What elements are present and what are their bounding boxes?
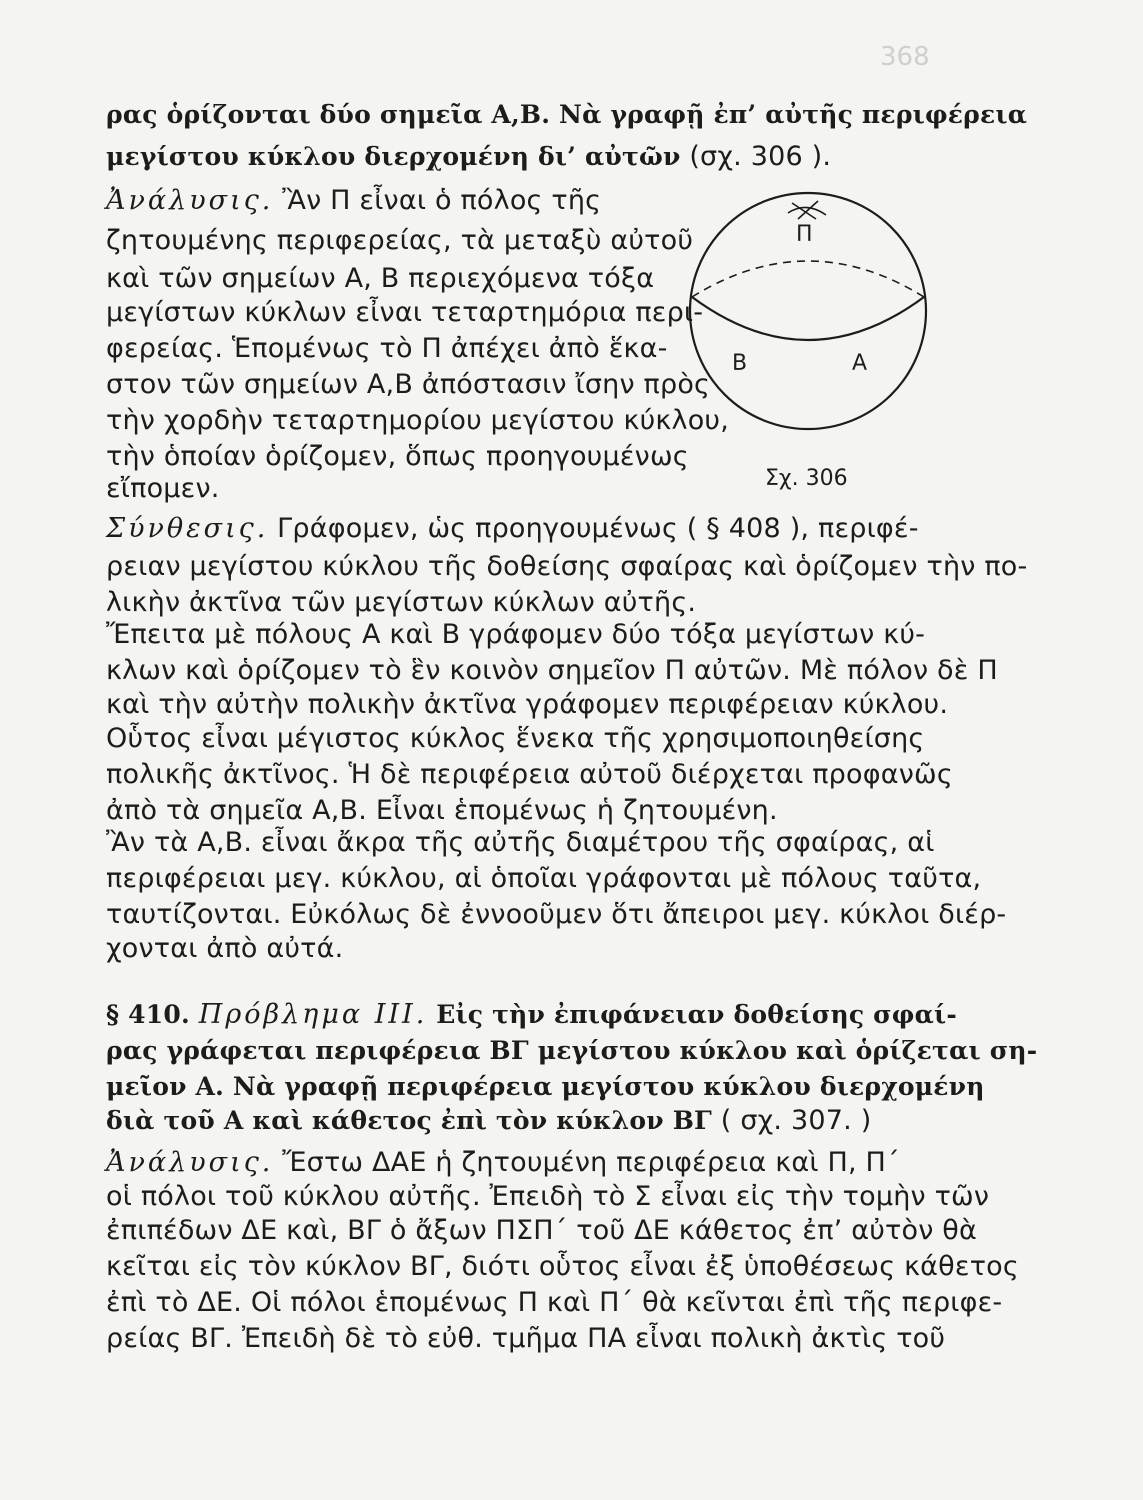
text-span: περιφέρειαι μεγ. κύκλου, αἱ ὁποῖαι γράφονται μὲ πόλους ταῦτα, <box>106 863 982 894</box>
figure-caption: Σχ. 306 <box>765 466 848 491</box>
text-line <box>106 1250 1019 1284</box>
text-span: Οὗτος εἶναι μέγιστος κύκλος ἕνεκα τῆς χρησιμοποιηθείσης <box>106 723 925 754</box>
text-line <box>106 758 953 792</box>
text-line <box>106 722 924 756</box>
text-line <box>106 1322 945 1356</box>
text-line <box>106 1214 977 1248</box>
text-line <box>106 404 729 438</box>
text-line <box>106 898 1006 932</box>
text-span: μεγίστου κύκλου διερχομένη δι’ αὐτῶν <box>106 142 681 171</box>
text-span: χονται ἀπὸ αὐτά. <box>106 933 344 964</box>
text-span: ταυτίζονται. Εὐκόλως δὲ ἐννοοῦμεν ὅτι ἄπειροι μεγ. κύκλοι διέρ- <box>106 899 1007 930</box>
text-line <box>106 1104 871 1138</box>
text-span: διὰ τοῦ Α καὶ κάθετος ἐπὶ τὸν κύκλον ΒΓ <box>106 1106 713 1135</box>
text-span: ρειαν μεγίστου κύκλου τῆς δοθείσης σφαίρας καὶ ὁρίζομεν τὴν πο- <box>106 551 1028 582</box>
text-span: Σύνθεσις. <box>106 513 269 544</box>
text-span: καὶ τὴν αὐτὴν πολικὴν ἀκτῖνα γράφομεν περιφέρειαν κύκλου. <box>106 689 949 720</box>
text-span: τὴν χορδὴν τεταρτημορίου μεγίστου κύκλου, <box>106 405 730 436</box>
text-line <box>106 296 703 330</box>
text-span: Ἂν τὰ Α,Β. εἶναι ἄκρα τῆς αὐτῆς διαμέτρου τῆς σφαίρας, αἱ <box>106 827 935 858</box>
text-line <box>106 440 689 474</box>
text-span: ἐπιπέδων ΔΕ καὶ, ΒΓ ὁ ἄξων ΠΣΠ΄ τοῦ ΔΕ κάθετος ἐπ’ αὐτὸν θὰ <box>106 1215 977 1246</box>
text-line <box>106 998 957 1032</box>
text-line <box>106 472 220 506</box>
text-span: μεγίστων κύκλων εἶναι τεταρτημόρια περι- <box>106 297 704 328</box>
text-span: Ἔστω ΔΑΕ ἡ ζητουμένη περιφέρεια καὶ Π, Π΄ <box>273 1147 900 1178</box>
great-circle-back <box>692 261 924 297</box>
text-span: πολικῆς ἀκτῖνος. Ἡ δὲ περιφέρεια αὐτοῦ διέρχεται προφανῶς <box>106 759 953 790</box>
text-span: οἱ πόλοι τοῦ κύκλου αὐτῆς. Ἐπειδὴ τὸ Σ εἶναι εἰς τὴν τομὴν τῶν <box>106 1181 990 1212</box>
text-span: κεῖται εἰς τὸν κύκλον ΒΓ, διότι οὗτος εἶναι ἐξ ὑποθέσεως κάθετος <box>106 1251 1019 1282</box>
text-span: Εἰς τὴν ἐπιφάνειαν δοθείσης σφαί- <box>427 1000 957 1029</box>
text-line <box>106 140 831 174</box>
text-span: ρείας ΒΓ. Ἐπειδὴ δὲ τὸ εὐθ. τμῆμα ΠΑ εἶναι πολικὴ ἀκτὶς τοῦ <box>106 1323 946 1354</box>
text-span: κλων καὶ ὁρίζομεν τὸ ἓν κοινὸν σημεῖον Π αὐτῶν. Μὲ πόλον δὲ Π <box>106 655 998 686</box>
label-pole: Π <box>796 222 813 247</box>
text-span: Ἀνάλυσις. <box>106 185 274 216</box>
text-line <box>106 1286 1002 1320</box>
text-line <box>106 1180 989 1214</box>
text-span: Ἀνάλυσις. <box>106 1147 274 1178</box>
text-line <box>106 224 693 258</box>
text-line <box>106 368 710 402</box>
figure-306-sphere <box>680 185 940 435</box>
text-span: μεῖον Α. Νὰ γραφῇ περιφέρεια μεγίστου κύκλου διερχομένη <box>106 1072 985 1101</box>
text-line <box>106 184 601 218</box>
text-line <box>106 654 998 688</box>
label-point-b: Β <box>732 351 748 376</box>
text-span: ρας ὁρίζονται δύο σημεῖα Α,Β. Νὰ γραφῇ ἐπ’ αὐτῆς περιφέρεια <box>106 100 1028 129</box>
text-span: εἴπομεν. <box>106 473 220 504</box>
text-span: ρας γράφεται περιφέρεια ΒΓ μεγίστου κύκλου καὶ ὁρίζεται ση- <box>106 1036 1038 1065</box>
text-line <box>106 98 1027 132</box>
text-line <box>106 794 778 828</box>
text-span: τὴν ὁποίαν ὁρίζομεν, ὅπως προηγουμένως <box>106 441 689 472</box>
text-span: καὶ τῶν σημείων Α, Β περιεχόμενα τόξα <box>106 263 655 294</box>
text-line <box>106 826 935 860</box>
text-span: ἐπὶ τὸ ΔΕ. Οἱ πόλοι ἑπομένως Π καὶ Π΄ θὰ κεῖνται ἐπὶ τῆς περιφε- <box>106 1287 1003 1318</box>
text-span: λικὴν ἀκτῖνα τῶν μεγίστων κύκλων αὐτῆς. <box>106 587 697 618</box>
text-span: Ἂν Π εἶναι ὁ πόλος τῆς <box>273 185 602 216</box>
text-line <box>106 550 1027 584</box>
text-span: Γράφομεν, ὡς προηγουμένως ( § 408 ), περιφέ- <box>268 513 919 544</box>
text-line <box>106 262 654 296</box>
text-line <box>106 932 343 966</box>
text-span: Ἔπειτα μὲ πόλους Α καὶ Β γράφομεν δύο τόξα μεγίστων κύ- <box>106 619 926 650</box>
label-point-a: Α <box>852 351 868 376</box>
text-line <box>106 332 668 366</box>
text-span: ἀπὸ τὰ σημεῖα Α,Β. Εἶναι ἑπομένως ἡ ζητουμένη. <box>106 795 778 826</box>
text-line <box>106 1146 900 1180</box>
text-line <box>106 1034 1037 1068</box>
text-line <box>106 1070 985 1104</box>
text-line <box>106 512 919 546</box>
text-line <box>106 688 948 722</box>
text-span: (σχ. 306 ). <box>680 141 832 172</box>
great-circle-front <box>692 297 924 340</box>
text-span: στον τῶν σημείων Α,Β ἀπόστασιν ἴσην πρὸς <box>106 369 711 400</box>
page-number: 368 <box>880 42 930 72</box>
text-line <box>106 862 981 896</box>
text-span: ζητουμένης περιφερείας, τὰ μεταξὺ αὐτοῦ <box>106 225 694 256</box>
text-span: φερείας. Ἑπομένως τὸ Π ἀπέχει ἀπὸ ἕκα- <box>106 333 668 364</box>
text-line <box>106 586 696 620</box>
text-span: ( σχ. 307. ) <box>712 1105 872 1136</box>
text-span: Πρόβλημα III. <box>198 999 428 1030</box>
text-line <box>106 618 925 652</box>
text-span: § 410. <box>106 1000 199 1029</box>
